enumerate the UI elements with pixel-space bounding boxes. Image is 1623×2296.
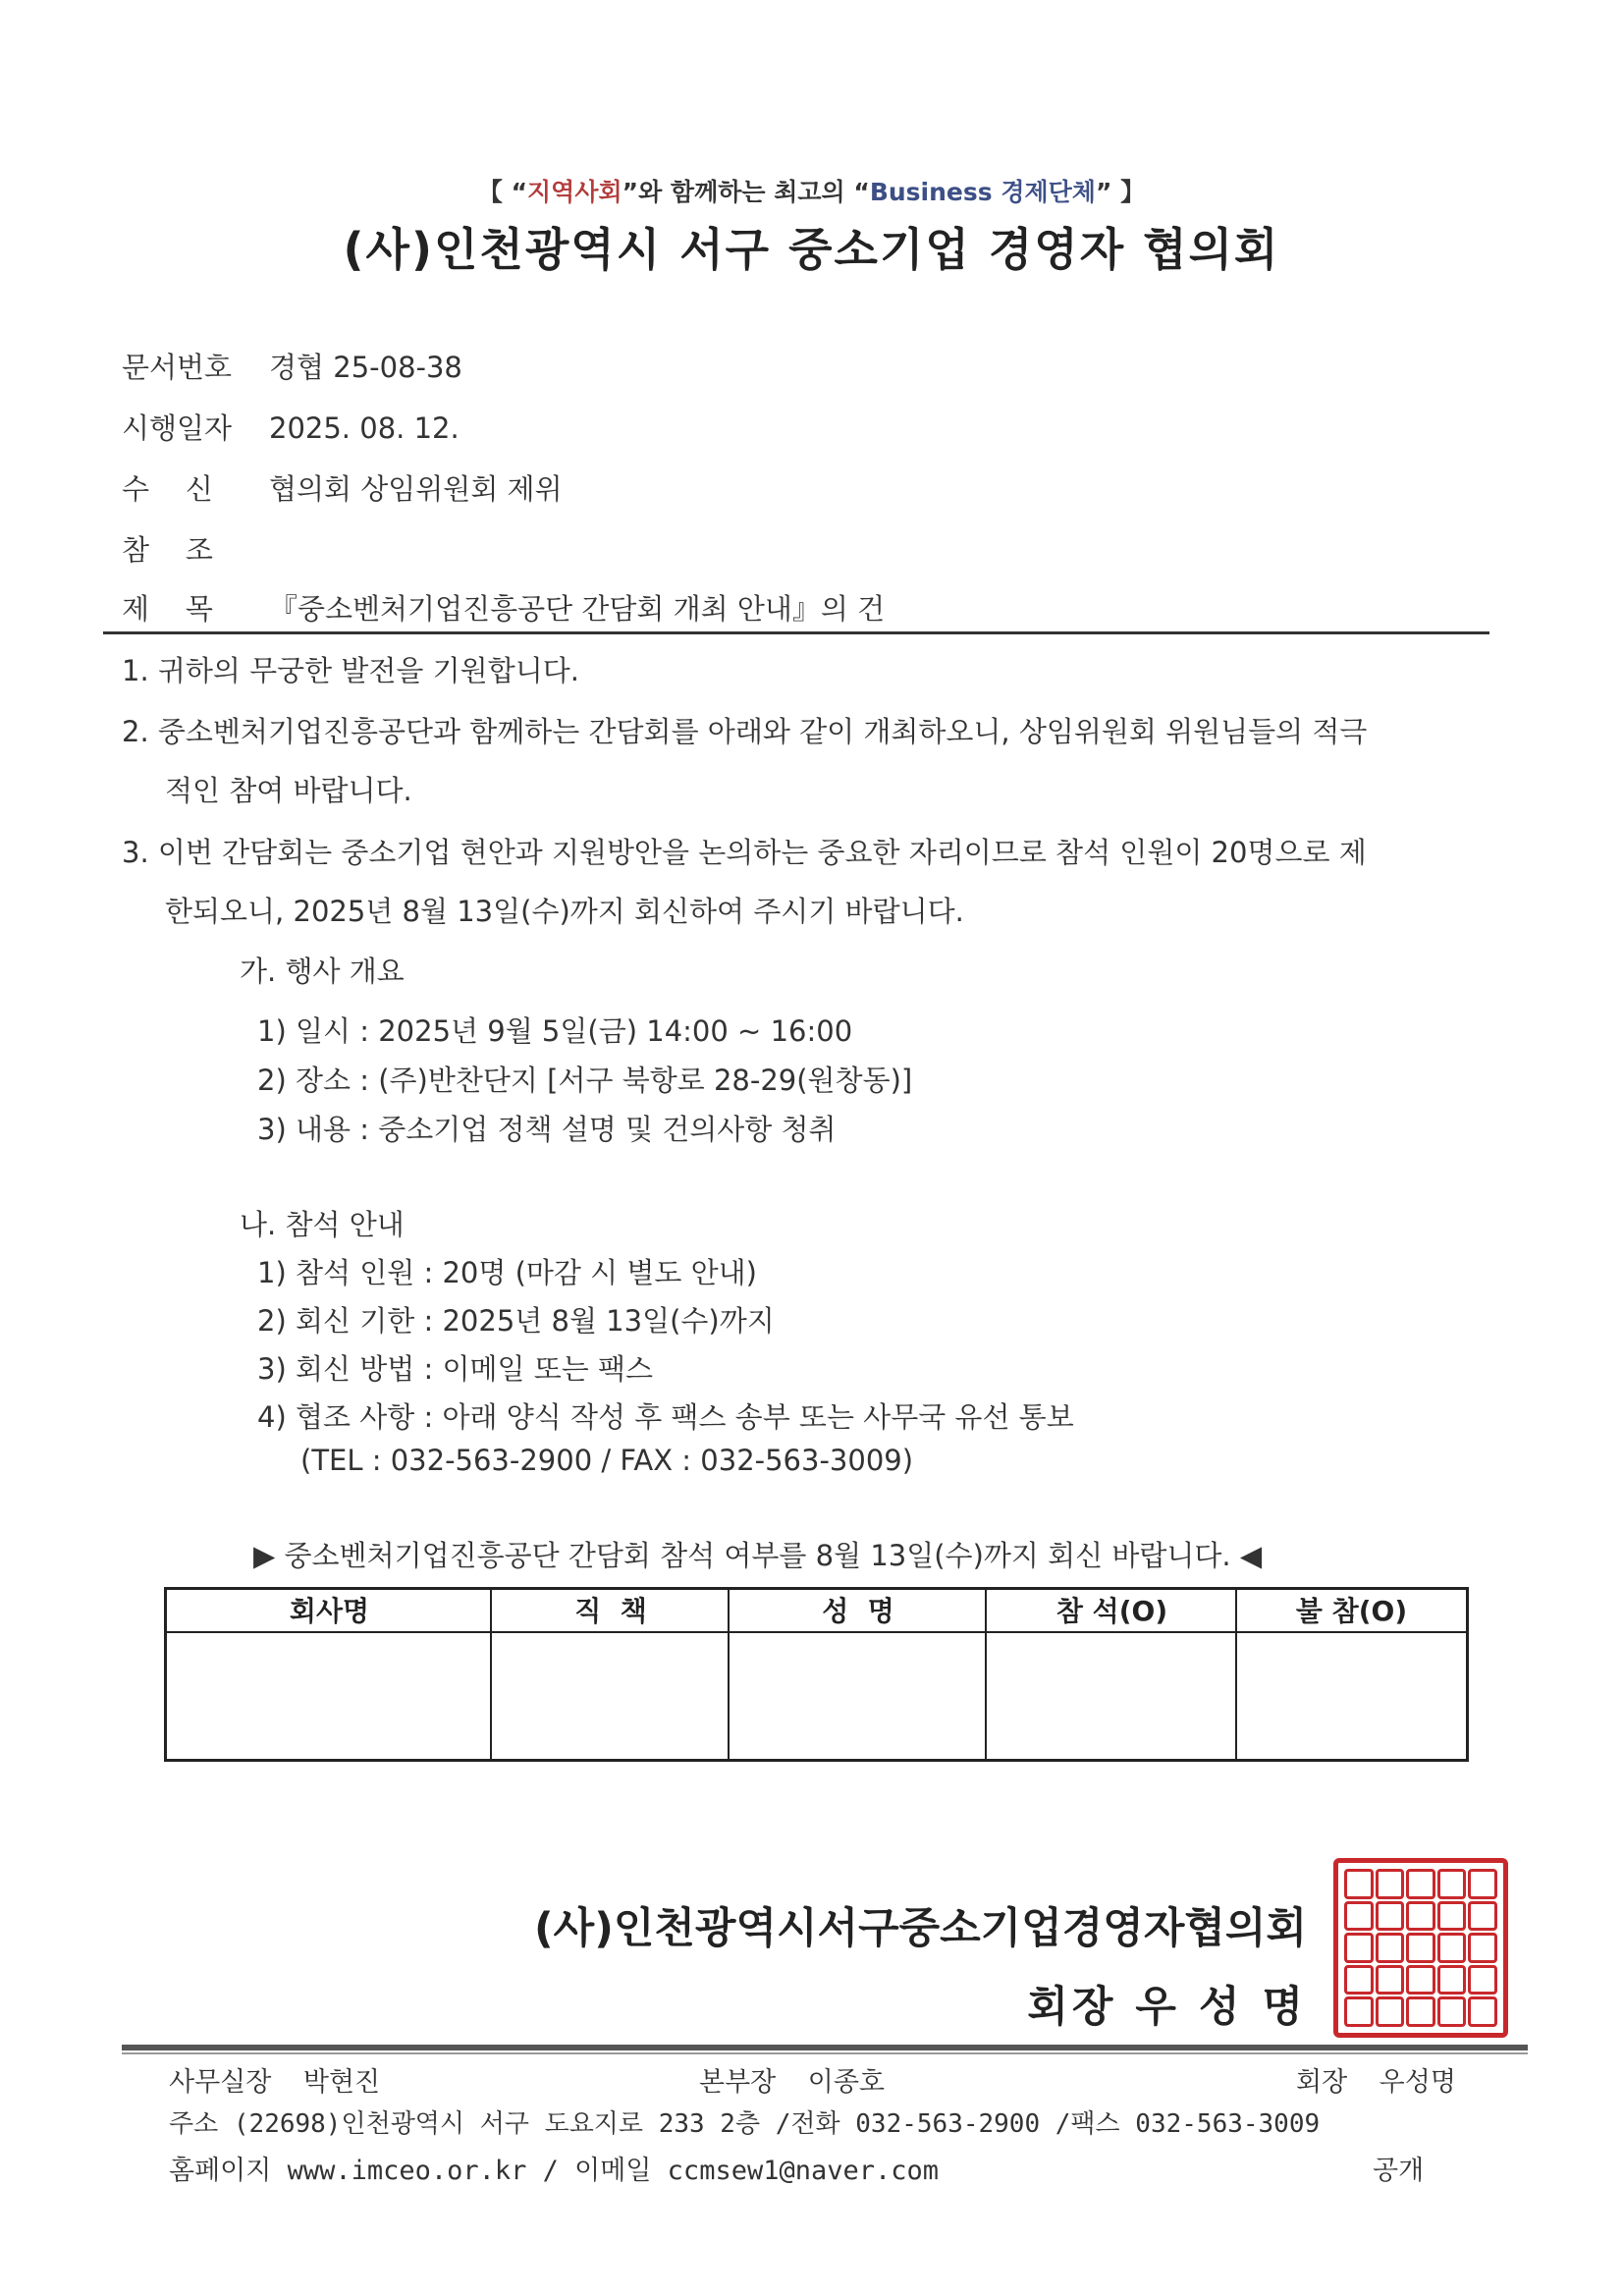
section-a-item-2: 2) 장소 : (주)반찬단지 [서구 북항로 28-29(원창동)] <box>257 1064 913 1097</box>
section-b-title: 나. 참석 안내 <box>240 1208 405 1241</box>
slogan-highlight-red: 지역사회 <box>527 178 622 206</box>
recipient-row <box>122 467 563 508</box>
slogan-close: ” 】 <box>1095 178 1146 206</box>
section-b-item-1: 1) 참석 인원 : 20명 (마감 시 별도 안내) <box>257 1256 757 1289</box>
signature-chairman: 회장 우 성 명 <box>1027 1983 1307 2032</box>
paragraph-2-line-1: 2. 중소벤처기업진흥공단과 함께하는 간담회를 아래와 같이 개최하오니, 상임위원회 위원님들의 적극 <box>122 715 1368 748</box>
paragraph-3-line-2: 한되오니, 2025년 8월 13일(수)까지 회신하여 주시기 바랍니다. <box>165 895 964 928</box>
doc-number-value: 경협 25-08-38 <box>269 351 462 384</box>
slogan-middle: ”와 함께하는 최고의 “ <box>622 178 870 206</box>
paragraph-2-line-2: 적인 참여 바랍니다. <box>165 774 412 807</box>
doc-number-label: 문서번호 <box>122 351 233 384</box>
table-header-attend: 참 석(O) <box>1055 1595 1168 1627</box>
subject-row <box>122 587 885 628</box>
date-label: 시행일자 <box>122 411 233 445</box>
table-header-company: 회사명 <box>289 1595 370 1627</box>
slogan <box>0 173 1623 208</box>
recipient-label: 수 신 <box>122 472 213 506</box>
signature-organization: (사)인천광역시서구중소기업경영자협의회 <box>534 1904 1307 1953</box>
footer-staff-chairman: 회장 우성명 <box>1296 2067 1456 2098</box>
date-value: 2025. 08. 12. <box>269 411 460 445</box>
recipient-value: 협의회 상임위원회 제위 <box>269 472 563 506</box>
seal-pattern <box>1344 1869 1497 2027</box>
footer-public-mark: 공개 <box>1373 2156 1425 2186</box>
footer-divider-thin <box>122 2052 1528 2054</box>
date-row <box>122 407 460 447</box>
section-a-item-1: 1) 일시 : 2025년 9월 5일(금) 14:00 ~ 16:00 <box>257 1014 853 1048</box>
section-a-title: 가. 행사 개요 <box>240 955 405 988</box>
footer-address: 주소 (22698)인천광역시 서구 도요지로 233 2층 /전화 032-563-2900 /팩스 032-563-3009 <box>169 2109 1321 2139</box>
reference-row <box>122 528 269 569</box>
reference-label: 참 조 <box>122 533 213 567</box>
section-b-item-3: 3) 회신 방법 : 이메일 또는 팩스 <box>257 1352 653 1386</box>
header-divider <box>103 631 1489 634</box>
footer-staff-office-chief: 사무실장 박현진 <box>169 2067 381 2098</box>
table-header-absent: 불 참(O) <box>1295 1595 1408 1627</box>
table-header-name: 성 명 <box>822 1595 894 1627</box>
attendance-form-table <box>164 1587 1469 1762</box>
paragraph-1: 1. 귀하의 무궁한 발전을 기원합니다. <box>122 654 579 687</box>
section-b-item-4: 4) 협조 사항 : 아래 양식 작성 후 팩스 송부 또는 사무국 유선 통보 <box>257 1400 1074 1434</box>
slogan-open: 【 “ <box>477 178 528 206</box>
footer-divider-thick <box>122 2045 1528 2050</box>
section-a-item-3: 3) 내용 : 중소기업 정책 설명 및 건의사항 청취 <box>257 1113 837 1146</box>
slogan-highlight-blue: Business 경제단체 <box>869 178 1096 206</box>
official-seal-stamp <box>1333 1858 1508 2038</box>
paragraph-3-line-1: 3. 이번 간담회는 중소기업 현안과 지원방안을 논의하는 중요한 자리이므로 참석 인원이 20명으로 제 <box>122 836 1367 869</box>
subject-value: 『중소벤처기업진흥공단 간담회 개최 안내』의 건 <box>269 592 886 626</box>
footer-web-email: 홈페이지 www.imceo.or.kr / 이메일 ccmsew1@naver.com <box>169 2156 940 2186</box>
doc-number-row <box>122 346 462 386</box>
section-b-contact: (TEL : 032-563-2900 / FAX : 032-563-3009) <box>300 1444 914 1477</box>
footer-staff-director: 본부장 이종호 <box>699 2067 886 2098</box>
table-header-position: 직 책 <box>574 1595 647 1627</box>
document-title: (사)인천광역시 서구 중소기업 경영자 협의회 <box>343 223 1280 276</box>
section-b-item-2: 2) 회신 기한 : 2025년 8월 13일(수)까지 <box>257 1304 775 1338</box>
reply-notice: ▶ 중소벤처기업진흥공단 간담회 참석 여부를 8월 13일(수)까지 회신 바랍니다. ◀ <box>253 1539 1263 1572</box>
subject-label: 제 목 <box>122 592 213 626</box>
